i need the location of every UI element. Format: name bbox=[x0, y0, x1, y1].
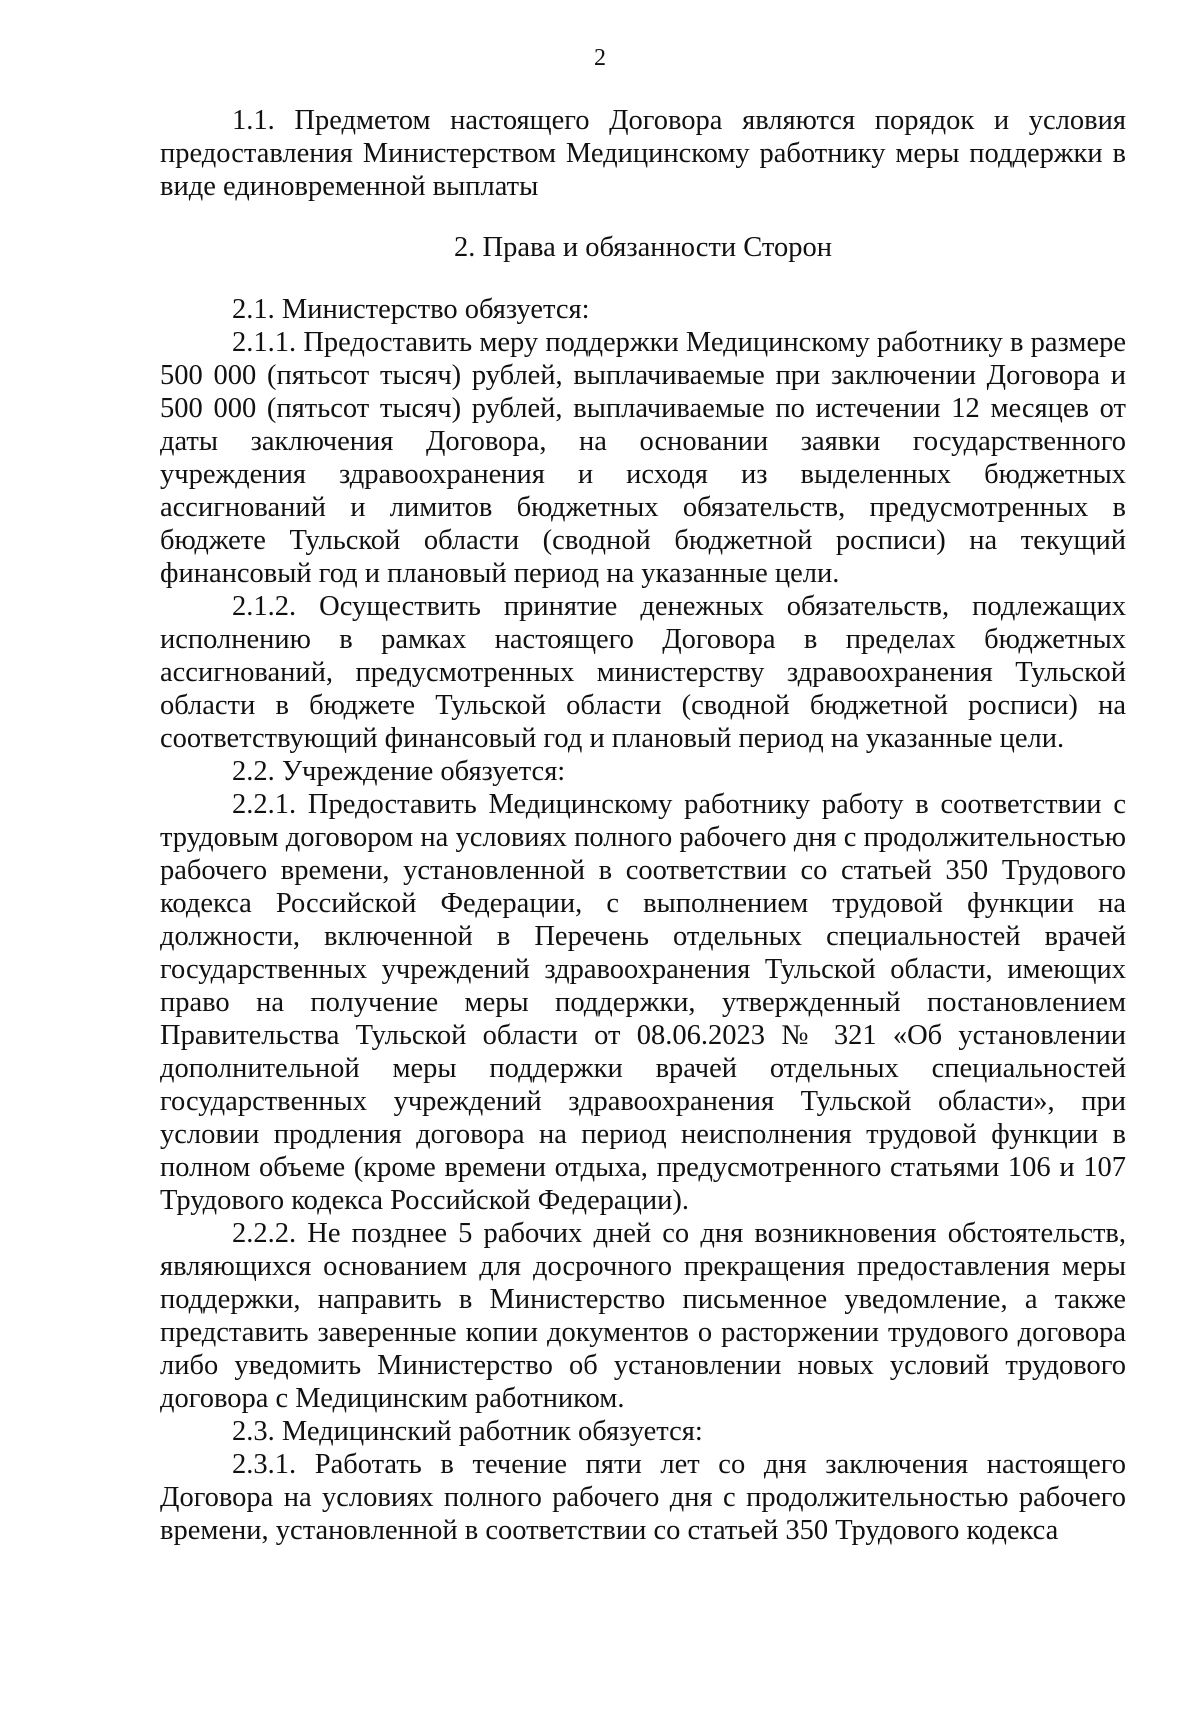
paragraph-2-1: 2.1. Министерство обязуется: bbox=[232, 294, 590, 325]
paragraph-2-2-1: 2.2.1. Предоставить Медицинскому работнику работу в соответствии с трудовым договором на условиях полного рабочего дня с продолжительностью рабочего времени, установленной в соответствии со статьей 350 Трудового кодекса Российской Федерации, с выполнением трудовой функции на должности, включенной в Перечень отдельных специальностей врачей государственных учреждений здравоохранения Тульской области, имеющих право на получение меры поддержки, утвержденный постановлением Правительства Тульской области от 08.06.2023 № 321 «Об установлении дополнительной меры поддержки врачей отдельных специальностей государственных учреждений здравоохранения Тульской области», при условии продления договора на период неисполнения трудовой функции в полном объеме (кроме времени отдыха, предусмотренного статьями 106 и 107 Трудового кодекса Российской Федерации). bbox=[160, 789, 1126, 1216]
paragraph-2-2: 2.2. Учреждение обязуется: bbox=[232, 756, 566, 787]
section-heading: 2. Права и обязанности Сторон bbox=[454, 232, 832, 263]
paragraph-2-3-1: 2.3.1. Работать в течение пяти лет со дня заключения настоящего Договора на условиях полного рабочего дня с продолжительностью рабочего времени, установленной в соответствии со статьей 350 Трудового кодекса bbox=[160, 1449, 1126, 1546]
paragraph-1-1: 1.1. Предметом настоящего Договора являются порядок и условия предоставления Министерством Медицинскому работнику меры поддержки в виде единовременной выплаты bbox=[160, 105, 1126, 202]
paragraph-2-3: 2.3. Медицинский работник обязуется: bbox=[232, 1416, 703, 1447]
paragraph-2-2-2: 2.2.2. Не позднее 5 рабочих дней со дня возникновения обстоятельств, являющихся основанием для досрочного прекращения предоставления меры поддержки, направить в Министерство письменное уведомление, а также представить заверенные копии документов о расторжении трудового договора либо уведомить Министерство об установлении новых условий трудового договора с Медицинским работником. bbox=[160, 1218, 1126, 1414]
paragraph-2-1-1: 2.1.1. Предоставить меру поддержки Медицинскому работнику в размере 500 000 (пятьсот тысяч) рублей, выплачиваемые при заключении Договора и 500 000 (пятьсот тысяч) рублей, выплачиваемые по истечении 12 месяцев от даты заключения Договора, на основании заявки государственного учреждения здравоохранения и исходя из выделенных бюджетных ассигнований и лимитов бюджетных обязательств, предусмотренных в бюджете Тульской области (сводной бюджетной росписи) на текущий финансовый год и плановый период на указанные цели. bbox=[160, 327, 1126, 589]
page-number: 2 bbox=[594, 45, 606, 71]
paragraph-2-1-2: 2.1.2. Осуществить принятие денежных обязательств, подлежащих исполнению в рамках настоящего Договора в пределах бюджетных ассигнований, предусмотренных министерству здравоохранения Тульской области в бюджете Тульской области (сводной бюджетной росписи) на соответствующий финансовый год и плановый период на указанные цели. bbox=[160, 591, 1126, 754]
document-body bbox=[160, 104, 1126, 1547]
